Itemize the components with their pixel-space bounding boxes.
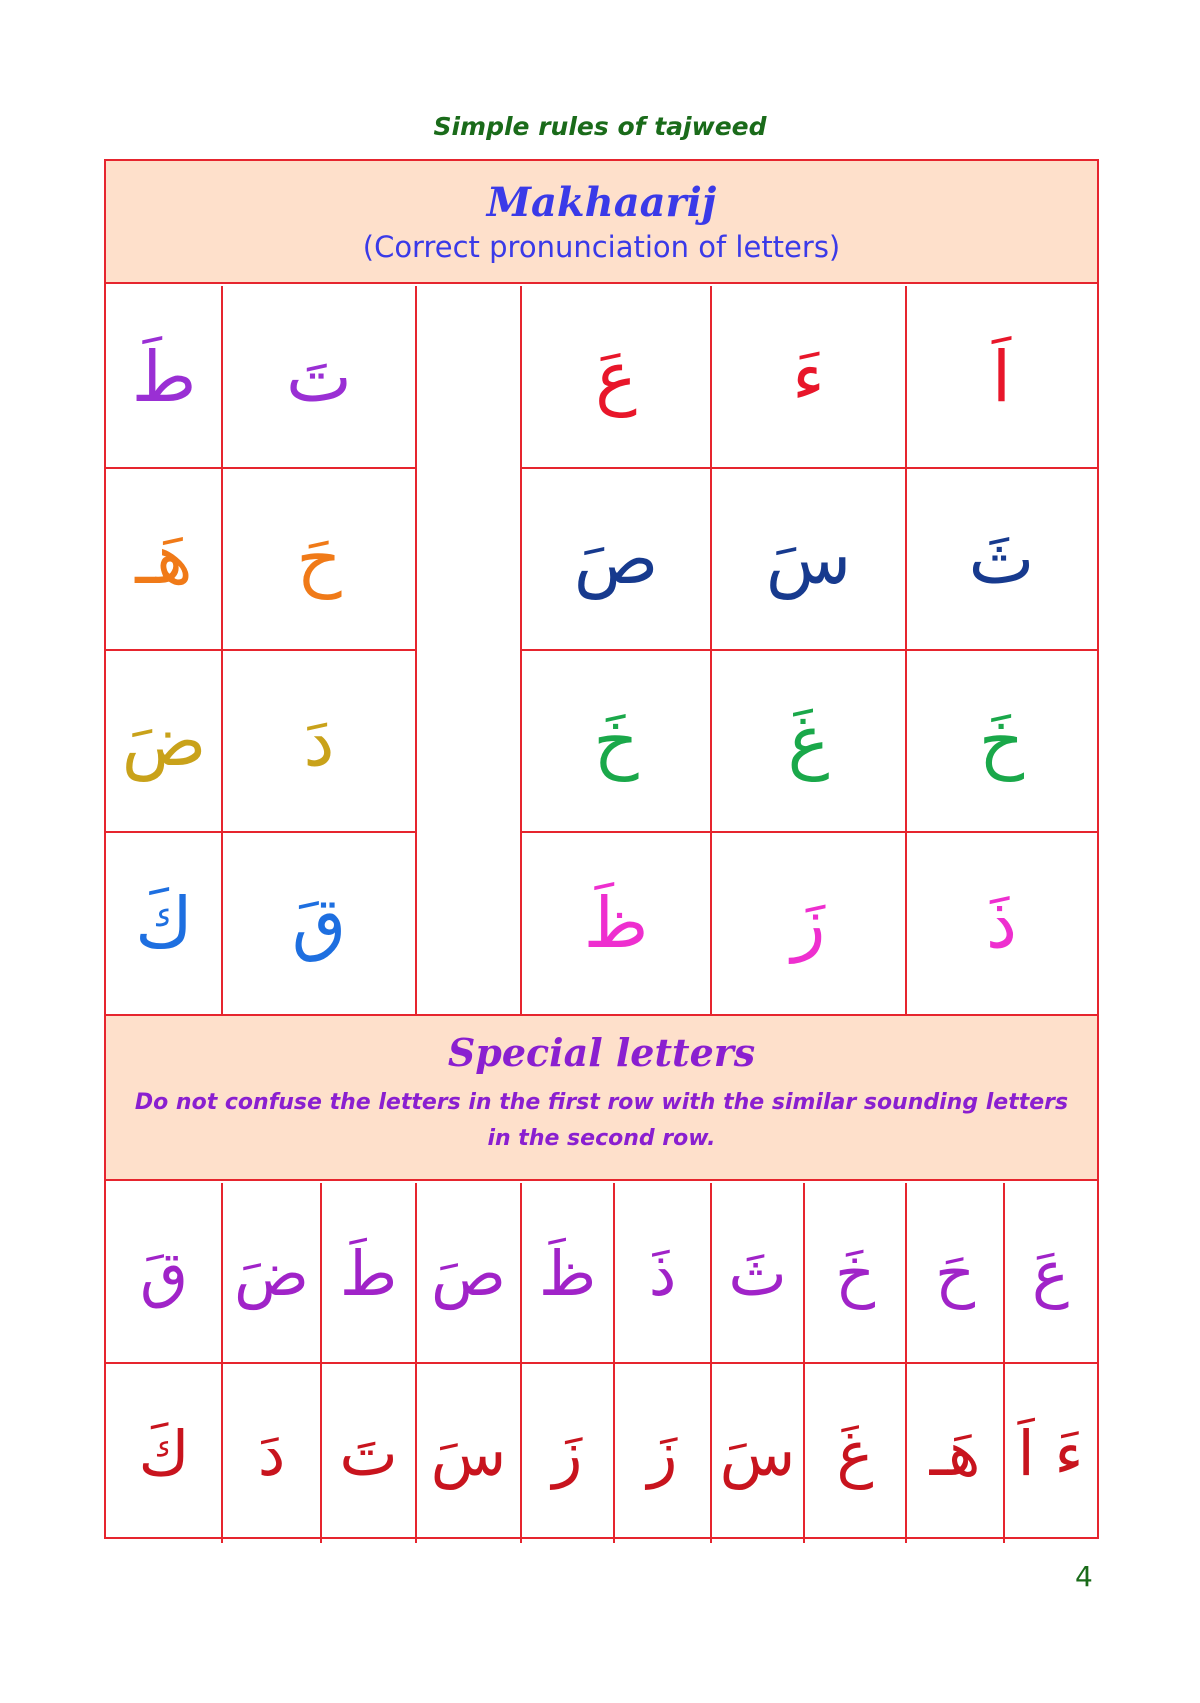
makhaarij-letter-cell: تَ — [286, 336, 352, 418]
makhaarij-subtitle: (Correct pronunciation of letters) — [362, 230, 841, 264]
special-letter-cell: عَ — [1032, 1236, 1069, 1310]
grid-line — [520, 286, 522, 1016]
makhaarij-letter-cell: ذَ — [985, 882, 1018, 964]
special-letter-cell: زَ — [647, 1416, 678, 1490]
grid-line — [521, 649, 1097, 651]
makhaarij-header — [106, 161, 1097, 284]
special-letter-cell: خَ — [834, 1236, 876, 1310]
grid-line — [221, 286, 223, 1016]
page-number: 4 — [1075, 1560, 1093, 1593]
grid-line — [415, 286, 417, 1016]
special-letter-cell: ذَ — [648, 1236, 677, 1310]
special-letter-cell: طَ — [339, 1236, 398, 1310]
makhaarij-letter-cell: اَ — [991, 336, 1012, 418]
special-letters-title: Special letters — [447, 1030, 756, 1075]
makhaarij-letter-cell: ءَ — [792, 336, 825, 418]
special-letter-cell: حَ — [934, 1236, 976, 1310]
makhaarij-letter-cell: سَ — [765, 518, 852, 600]
makhaarij-letter-cell: دَ — [303, 700, 335, 782]
makhaarij-letter-cell: طَ — [131, 336, 197, 418]
special-letter-cell: سَ — [430, 1416, 507, 1490]
special-letter-cell: ضَ — [234, 1236, 309, 1310]
grid-line — [710, 286, 712, 1016]
makhaarij-letter-cell: خَ — [978, 700, 1025, 782]
makhaarij-letter-cell: قَ — [291, 882, 347, 964]
special-letter-cell: ظَ — [538, 1236, 597, 1310]
makhaarij-letter-cell: حَ — [296, 518, 342, 600]
special-letter-cell: زَ — [552, 1416, 583, 1490]
special-letter-cell: غَ — [836, 1416, 874, 1490]
makhaarij-letter-cell: زَ — [791, 882, 826, 964]
tajweed-table — [104, 159, 1099, 1539]
special-letter-cell: هَـ — [929, 1416, 981, 1490]
special-letter-cell: صَ — [431, 1236, 506, 1310]
makhaarij-letter-cell: عَ — [595, 336, 637, 418]
document-title: Simple rules of tajweed — [433, 112, 767, 141]
makhaarij-letter-cell: ظَ — [583, 882, 649, 964]
makhaarij-title: Makhaarij — [486, 179, 717, 226]
special-letter-cell: سَ — [719, 1416, 796, 1490]
grid-line — [106, 467, 416, 469]
grid-line — [521, 467, 1097, 469]
grid-line — [521, 831, 1097, 833]
makhaarij-letter-cell: غَ — [787, 700, 830, 782]
special-letter-cell: ءَ اَ — [1017, 1416, 1084, 1490]
special-letters-header — [106, 1014, 1097, 1181]
grid-line — [905, 286, 907, 1016]
makhaarij-letter-cell: كَ — [135, 882, 193, 964]
special-letter-cell: قَ — [139, 1236, 189, 1310]
special-letter-cell: ثَ — [728, 1236, 787, 1310]
makhaarij-letter-cell: هَـ — [135, 518, 193, 600]
special-letters-description: Do not confuse the letters in the first row with the similar sounding letters in the second row. — [134, 1090, 1069, 1151]
special-letter-cell: دَ — [257, 1416, 286, 1490]
special-letter-cell: تَ — [339, 1416, 398, 1490]
grid-line — [106, 649, 416, 651]
makhaarij-letter-cell: خَ — [593, 700, 639, 782]
makhaarij-letter-cell: صَ — [573, 518, 659, 600]
special-letter-cell: كَ — [138, 1416, 190, 1490]
makhaarij-letter-cell: ضَ — [121, 700, 207, 782]
makhaarij-letter-cell: ثَ — [968, 518, 1035, 600]
grid-line — [106, 831, 416, 833]
grid-line — [106, 1362, 1097, 1364]
